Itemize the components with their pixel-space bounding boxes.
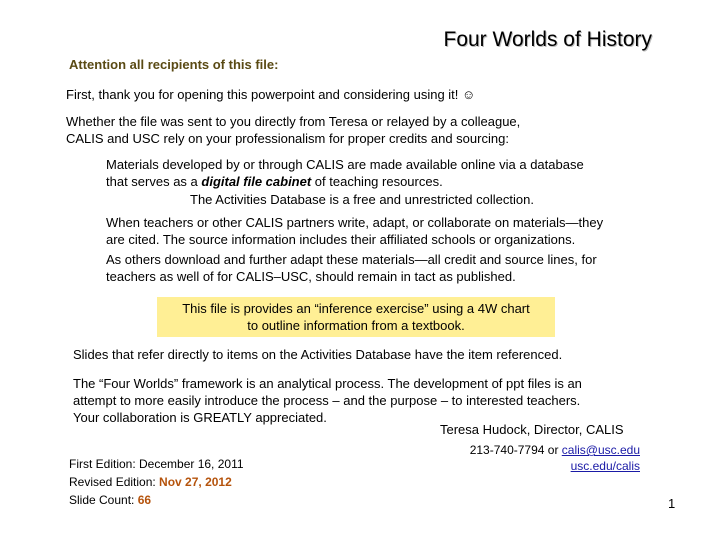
callout-line-2: to outline information from a textbook. xyxy=(247,318,465,333)
contact-line-1 xyxy=(440,442,640,458)
signature-name: Teresa Hudock, Director, CALIS xyxy=(440,422,624,437)
email-link[interactable]: calis@usc.edu xyxy=(561,443,640,457)
bullet-credit-line-2: teachers as well of for CALIS–USC, should remain in tact as published. xyxy=(106,269,516,284)
smiley-icon: ☺ xyxy=(462,87,476,102)
page-number: 1 xyxy=(668,496,676,511)
edition-info xyxy=(69,455,244,509)
revised-edition xyxy=(69,473,244,491)
bullet-database-line-2 xyxy=(106,173,584,190)
slide-title: Four Worlds of History xyxy=(443,28,652,51)
framework-line-3: Your collaboration is GREATLY appreciated. xyxy=(73,410,327,425)
attention-heading: Attention all recipients of this file: xyxy=(69,57,279,72)
phone-text: 213-740-7794 or xyxy=(469,443,562,457)
contact-block xyxy=(440,442,640,474)
first-edition: First Edition: December 16, 2011 xyxy=(69,457,244,471)
bullet-citation-line-2: are cited. The source information includes their affiliated schools or organizations. xyxy=(106,232,576,247)
framework-line-2: attempt to more easily introduce the process – and the purpose – to interested teachers. xyxy=(73,393,581,408)
sourcing-line-1: Whether the file was sent to you directly from Teresa or relayed by a colleague, xyxy=(66,114,521,129)
revised-date: Nov 27, 2012 xyxy=(159,475,232,489)
bullet-credit-line-1: As others download and further adapt these materials—all credit and source lines, for xyxy=(106,252,597,267)
bullet-citation xyxy=(106,214,603,248)
revised-label: Revised Edition: xyxy=(69,475,160,489)
thank-you-text: First, thank you for opening this powerpoint and considering using it! xyxy=(66,87,463,102)
sourcing-line-2: CALIS and USC rely on your professionalism for proper credits and sourcing: xyxy=(66,131,509,146)
contact-line-2 xyxy=(440,458,640,474)
bullet-database-pre: that serves as a xyxy=(106,174,202,189)
framework-paragraph xyxy=(73,375,582,426)
sourcing-paragraph xyxy=(66,113,520,147)
bullet-database xyxy=(106,156,584,190)
website-link[interactable]: usc.edu/calis xyxy=(570,459,640,473)
slide-count-value: 66 xyxy=(137,493,152,507)
digital-file-cabinet-emphasis: digital file cabinet xyxy=(201,174,312,189)
slide-count-label: Slide Count: xyxy=(69,493,138,507)
bullet-database-post: of teaching resources. xyxy=(311,174,443,189)
bullet-database-line-1: Materials developed by or through CALIS are made available online via a database xyxy=(106,157,584,172)
framework-line-1: The “Four Worlds” framework is an analytical process. The development of ppt files is an xyxy=(73,376,582,391)
item-reference-paragraph: Slides that refer directly to items on the Activities Database have the item referenced. xyxy=(73,347,563,362)
thank-you-paragraph xyxy=(66,86,475,103)
inference-exercise-callout xyxy=(157,297,555,337)
activities-database-line: The Activities Database is a free and unrestricted collection. xyxy=(190,192,534,207)
bullet-credit xyxy=(106,251,597,285)
callout-line-1: This file is provides an “inference exercise” using a 4W chart xyxy=(182,301,530,316)
slide-count xyxy=(69,491,244,509)
bullet-citation-line-1: When teachers or other CALIS partners write, adapt, or collaborate on materials—they xyxy=(106,215,604,230)
